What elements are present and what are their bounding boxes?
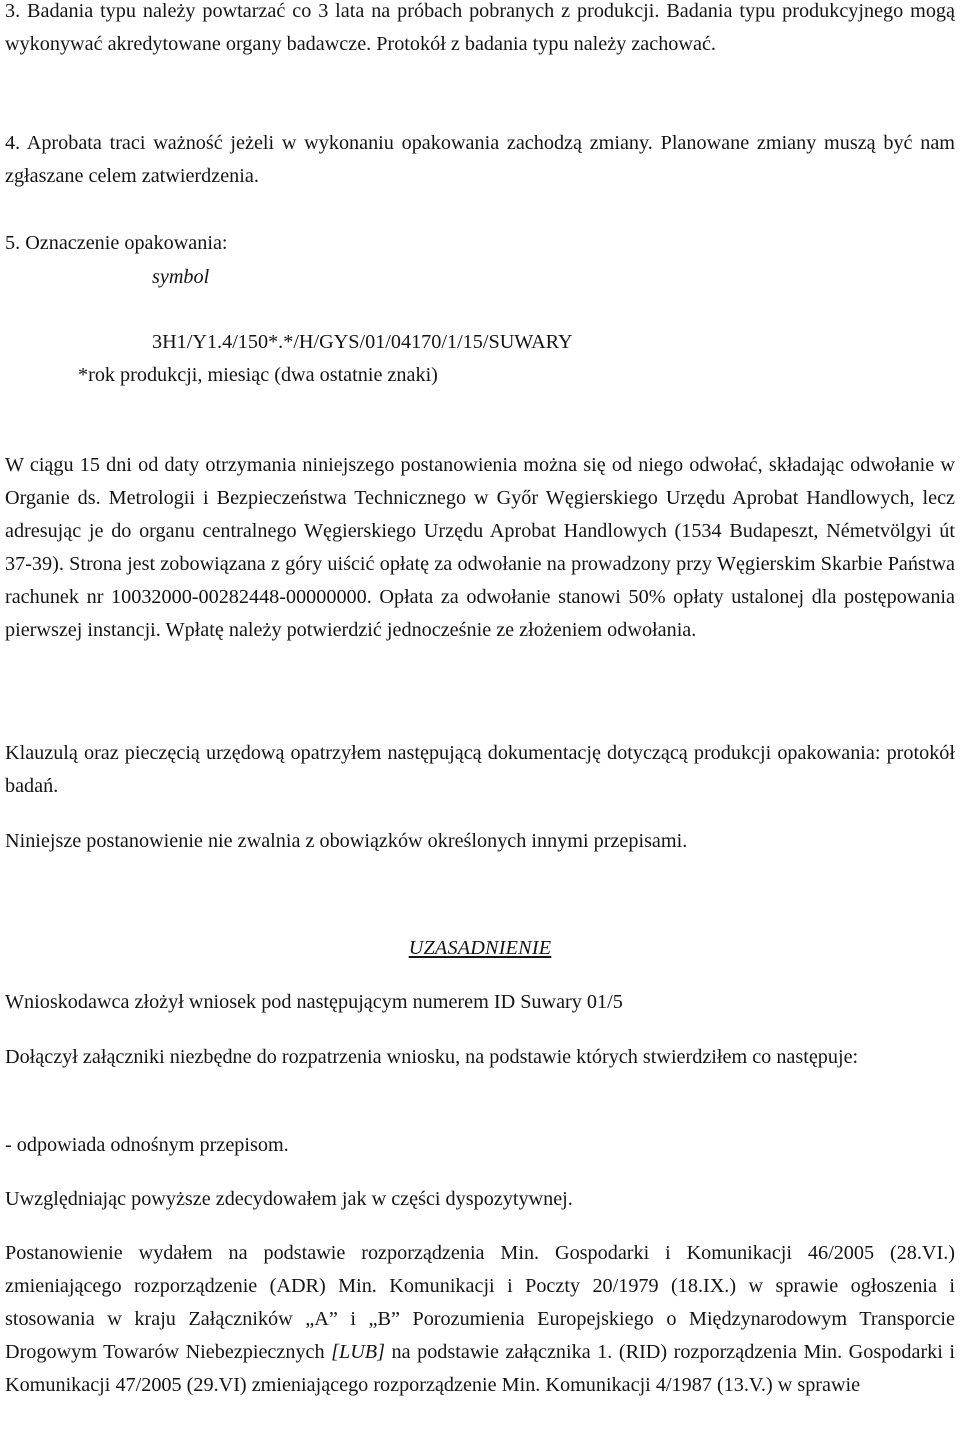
justification-attachments: Dołączył załączniki niezbędne do rozpatrzenia wniosku, na podstawie których stwierdziłem co następuje: <box>5 1046 859 1068</box>
legal-basis-text-1: Postanowienie wydałem na podstawie rozporządzenia Min. Gospodarki i Komunikacji 46/2005 (28.VI.) zmieniającego rozporządzenie (ADR) Min. Komunikacji i Poczty 20/1979 (18.IX.) w sprawie ogłoszenia i stosowania w kraju Załączników „A” i „B” Porozumienia Europejskiego o Międzynarodowym Transporcie Drogowym Towarów Niebezpiecznych <box>5 1242 955 1363</box>
item-3-paragraph: 3. Badania typu należy powtarzać co 3 lata na próbach pobranych z produkcji. Badania typu produkcyjnego mogą wykonywać akredytowane organy badawcze. Protokół z badania typu należy zachować. <box>5 0 955 55</box>
legal-basis-text-2: na podstawie załącznika 1. (RID) rozporządzenia Min. Gospodarki i Komunikacji 47/2005 (29.VI) zmieniającego rozporządzenie Min. Komunikacji 4/1987 (13.V.) w sprawie <box>5 1341 956 1396</box>
legal-basis-lub: [LUB] <box>331 1341 385 1363</box>
item-5-label: 5. Oznaczenie opakowania: <box>5 232 228 254</box>
item-4-paragraph: 4. Aprobata traci ważność jeżeli w wykonaniu opakowania zachodzą zmiany. Planowane zmiany muszą być nam zgłaszane celem zatwierdzenia. <box>5 132 955 187</box>
legal-basis-paragraph <box>5 1237 955 1402</box>
justification-applicant: Wnioskodawca złożył wniosek pod następującym numerem ID Suwary 01/5 <box>5 991 623 1013</box>
appeal-paragraph: W ciągu 15 dni od daty otrzymania niniejszego postanowienia można się od niego odwołać, składając odwołanie w Organie ds. Metrologii i Bezpieczeństwa Technicznego w Győr Węgierskiego Urzędu Aprobat Handlowych, lecz adresując je do organu centralnego Węgierskiego Urzędu Aprobat Handlowych (1534 Budapeszt, Németvölgyi út 37-39). Strona jest zobowiązana z góry uiścić opłatę za odwołanie na prowadzony przy Węgierskim Skarbie Państwa rachunek nr 10032000-00282448-00000000. Opłata za odwołanie stanowi 50% opłaty ustalonej dla postępowania pierwszej instancji. Wpłatę należy potwierdzić jednocześnie ze złożeniem odwołania. <box>5 454 955 641</box>
justification-conformity: - odpowiada odnośnym przepisom. <box>5 1134 289 1156</box>
packaging-symbol-label: symbol <box>152 266 210 288</box>
packaging-marking-code: 3H1/Y1.4/150*.*/H/GYS/01/04170/1/15/SUWARY <box>152 331 573 353</box>
packaging-marking-note: *rok produkcji, miesiąc (dwa ostatnie znaki) <box>78 364 438 386</box>
justification-heading: UZASADNIENIE <box>408 937 552 959</box>
justification-decision: Uwzględniając powyższe zdecydowałem jak w części dyspozytywnej. <box>5 1188 573 1210</box>
exemption-paragraph: Niniejsze postanowienie nie zwalnia z obowiązków określonych innymi przepisami. <box>5 830 688 852</box>
clause-paragraph: Klauzulą oraz pieczęcią urzędową opatrzyłem następującą dokumentację dotyczącą produkcji opakowania: protokół badań. <box>5 742 955 797</box>
